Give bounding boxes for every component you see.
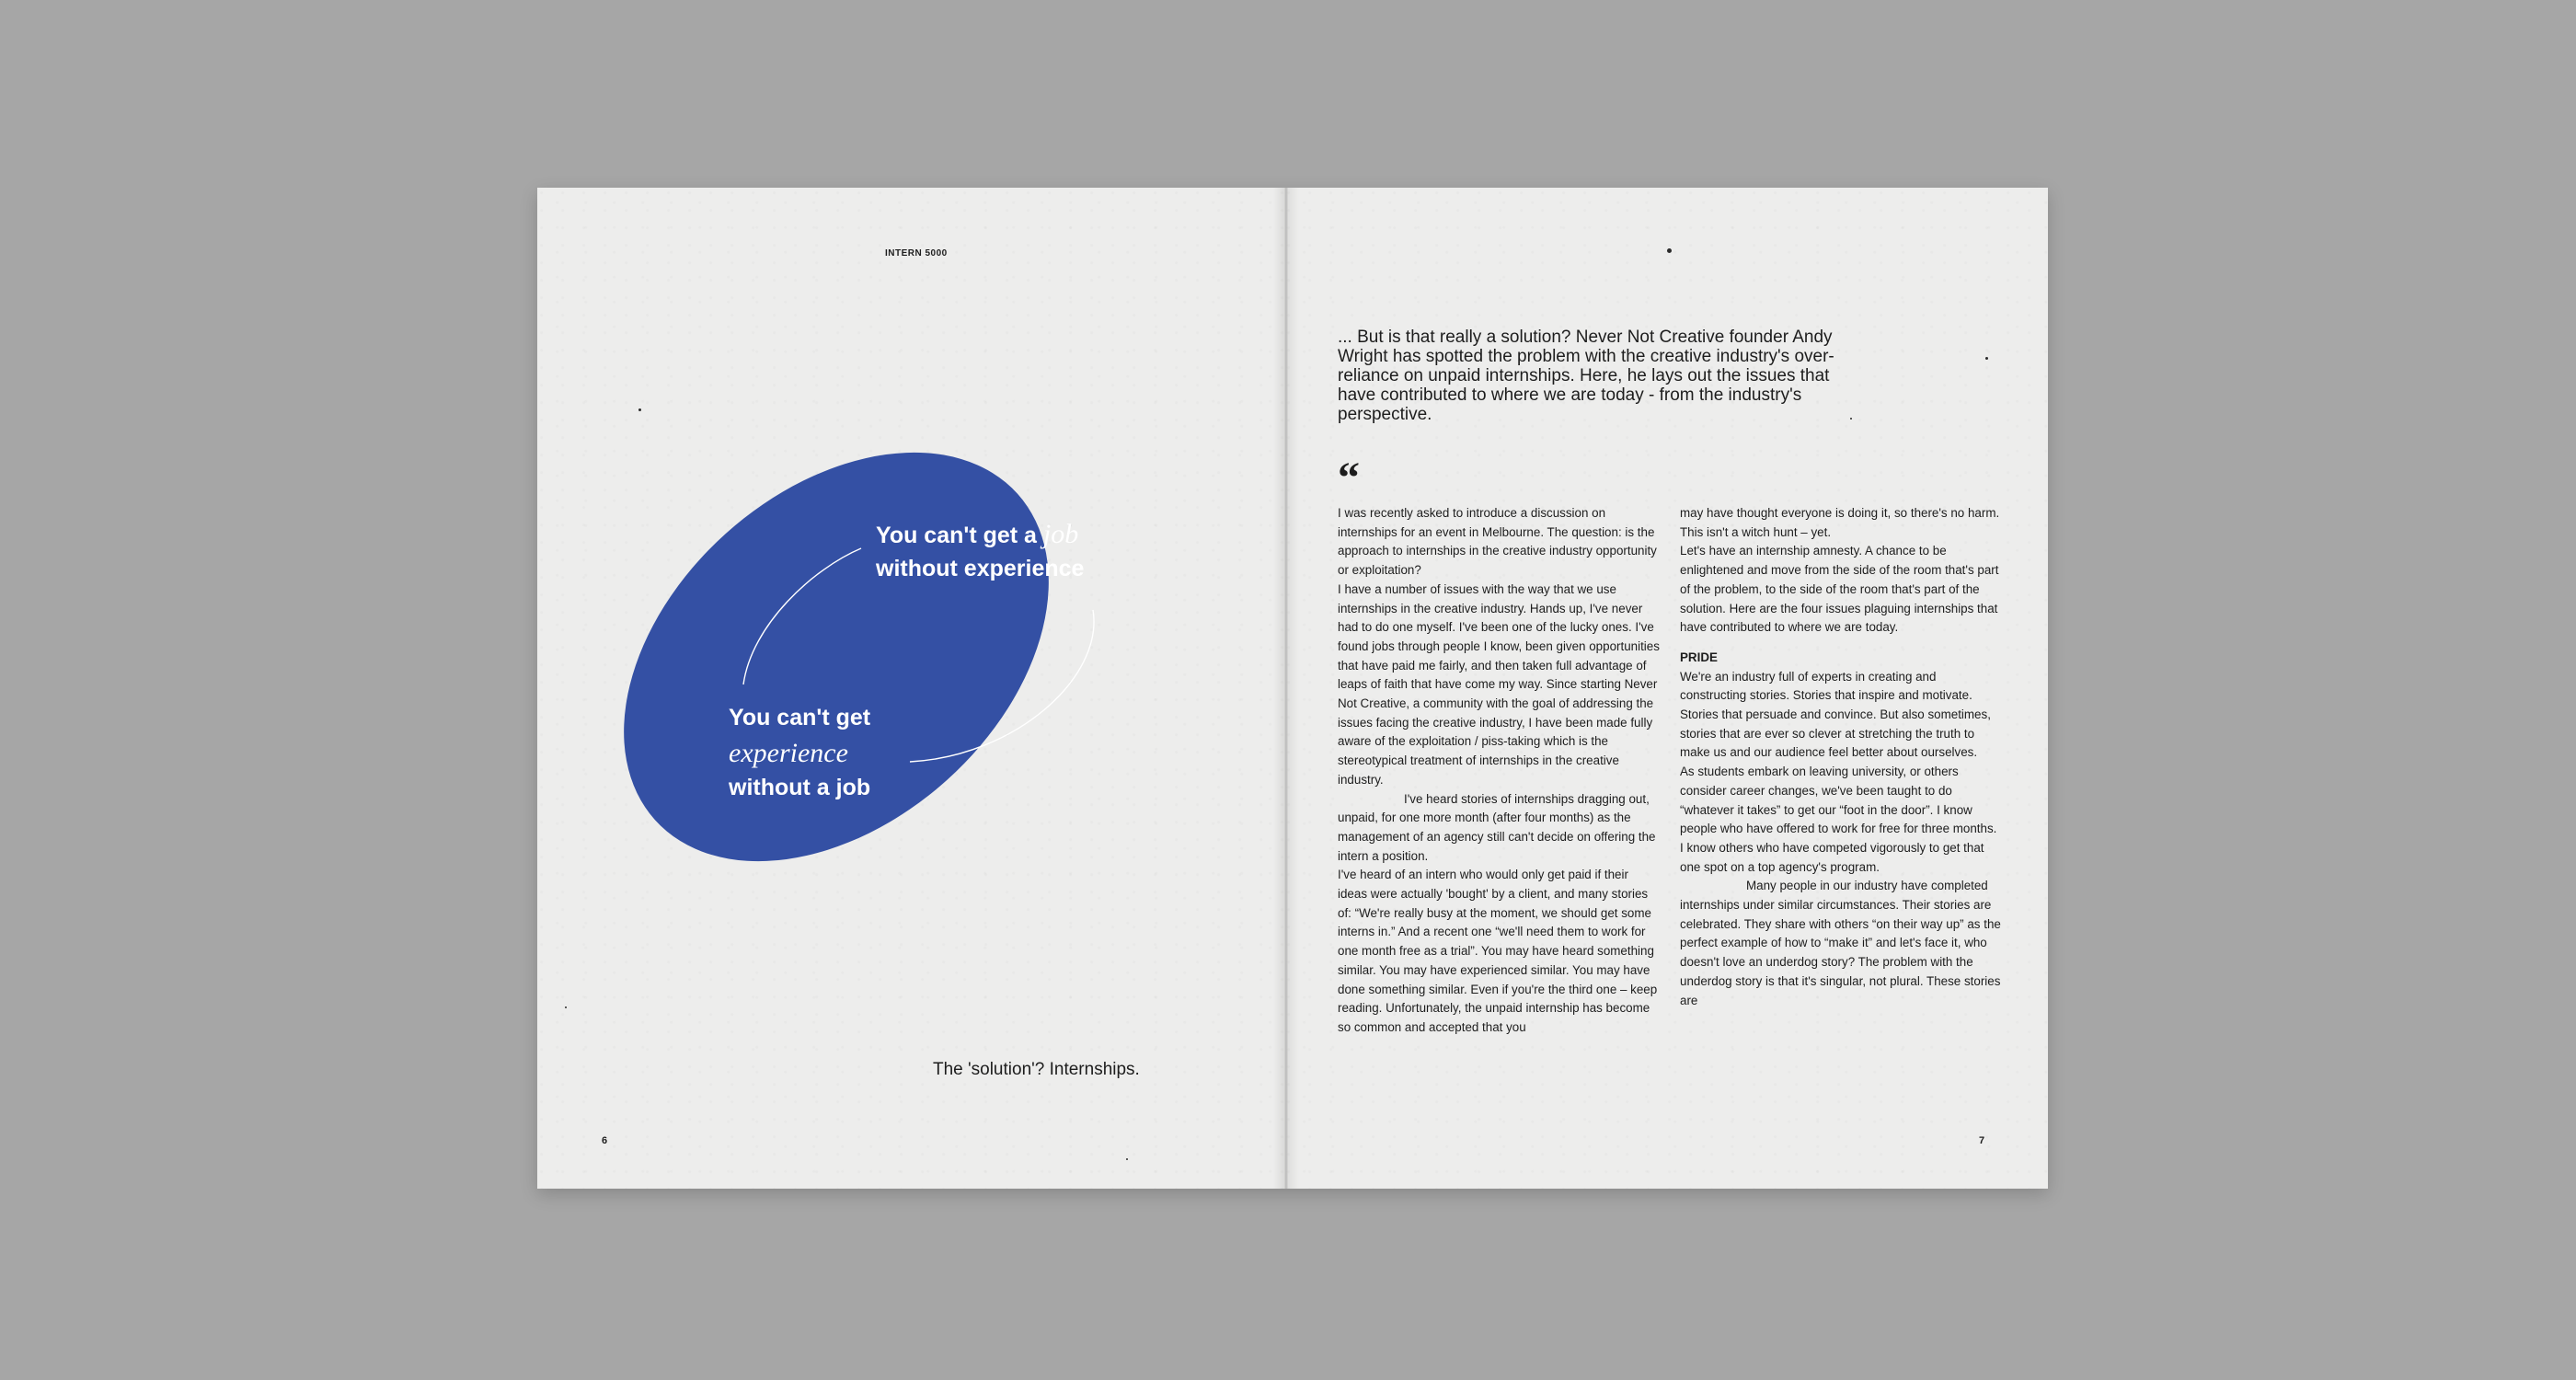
paper-speck [1850,418,1852,420]
blue-oval [545,371,1129,943]
paper-speck [565,1006,567,1008]
page-number-left: 6 [602,1135,608,1146]
text-column-2 [1680,504,2002,1010]
job-italic: job [1042,519,1079,549]
body-paragraph: Many people in our industry have completed internships under similar circumstances. Their stories are celebrated. They share with others “on their way up” as the perfect example of how to “make it” and let's face it, who doesn't love an underdog story? The problem with the underdog story is that it's singular, not plural. These stories are [1680,879,2001,1007]
headline-line-1: You can't get a job [876,519,1079,549]
section-subhead: PRIDE [1680,650,1718,664]
solution-caption: The 'solution'? Internships. [933,1060,1140,1079]
headline-line-2: without experience [876,556,1085,581]
body-paragraph: I have a number of issues with the way that we use internships in the creative industry. Hands up, I've never had to do one myself. I've been one of the lucky ones. I've found jobs through people I know, been given opportunities that have paid me fairly, and then taken full advantage of leaps of faith that have come my way. Since starting Never Not Creative, a community with the goal of addressing the issues facing the creative industry, I have been made fully aware of the exploitation / piss-taking which is the stereotypical treatment of internships in the creative industry. [1338,581,1660,787]
paper-speck [1667,248,1672,253]
body-paragraph: I was recently asked to introduce a discussion on internships for an event in Melbourne. The question: is the approach to internships in the creative industry opportunity or exploitation? [1338,506,1657,578]
magazine-spread [537,188,2048,1189]
body-paragraph: As students embark on leaving university, or others consider career changes, we've been taught to do “whatever it takes” to get our “foot in the door”. I know people who have offered to work for free for three months. I know others who have competed vigorously to get that one spot on a top agency's program. [1680,765,1997,874]
running-head: INTERN 5000 [885,248,948,259]
paper-speck [638,408,641,411]
page-number-right: 7 [1979,1135,1985,1146]
headline-line-4 [729,736,848,772]
paper-speck [1126,1158,1128,1160]
body-paragraph: Let's have an internship amnesty. A chance to be enlightened and move from the side of the room that's part of the problem, to the side of the room that's part of the solution. Here are the four issues plaguing internships that have contributed to where we are today. [1680,544,1999,635]
left-page [537,188,1284,1189]
quote-mark: “ [1338,454,1360,502]
paper-speck [1985,357,1988,360]
body-paragraph: We're an industry full of experts in creating and constructing stories. Stories that inspire and motivate. Stories that persuade and convince. But also sometimes, stories that are ever so clever at stretching the truth to make us and our audience feel better about ourselves. [1680,669,1991,760]
headline-line-3: You can't get [729,705,871,730]
blue-oval-graphic [537,188,1284,1189]
body-paragraph: I've heard of an intern who would only get paid if their ideas were actually 'bought' by a client, and many stories of: “We're really busy at the moment, we should get some interns in.” And a recent one “we'll need them to work for one month free as a trial”. You may have heard something similar. You may have experienced similar. You may have done something similar. Even if you're the third one – keep reading. Unfortunately, the unpaid internship has become so common and accepted that you [1338,868,1658,1034]
headline-line-5: without a job [729,775,871,800]
text-column-1 [1338,504,1660,1038]
right-page [1284,188,2048,1189]
body-paragraph: I've heard stories of internships dragging out, unpaid, for one more month (after four months) as the management of an agency still can't decide on offering the intern a position. [1338,791,1656,863]
intro-paragraph: ... But is that really a solution? Never Not Creative founder Andy Wright has spotted the problem with the creative industry's over-reliance on unpaid internships. Here, he lays out the issues that have contributed to where we are today - from the industry's perspective. [1338,328,1834,424]
experience-italic: experience [729,738,848,768]
body-paragraph: may have thought everyone is doing it, so there's no harm. This isn't a witch hunt – yet. [1680,506,2000,539]
